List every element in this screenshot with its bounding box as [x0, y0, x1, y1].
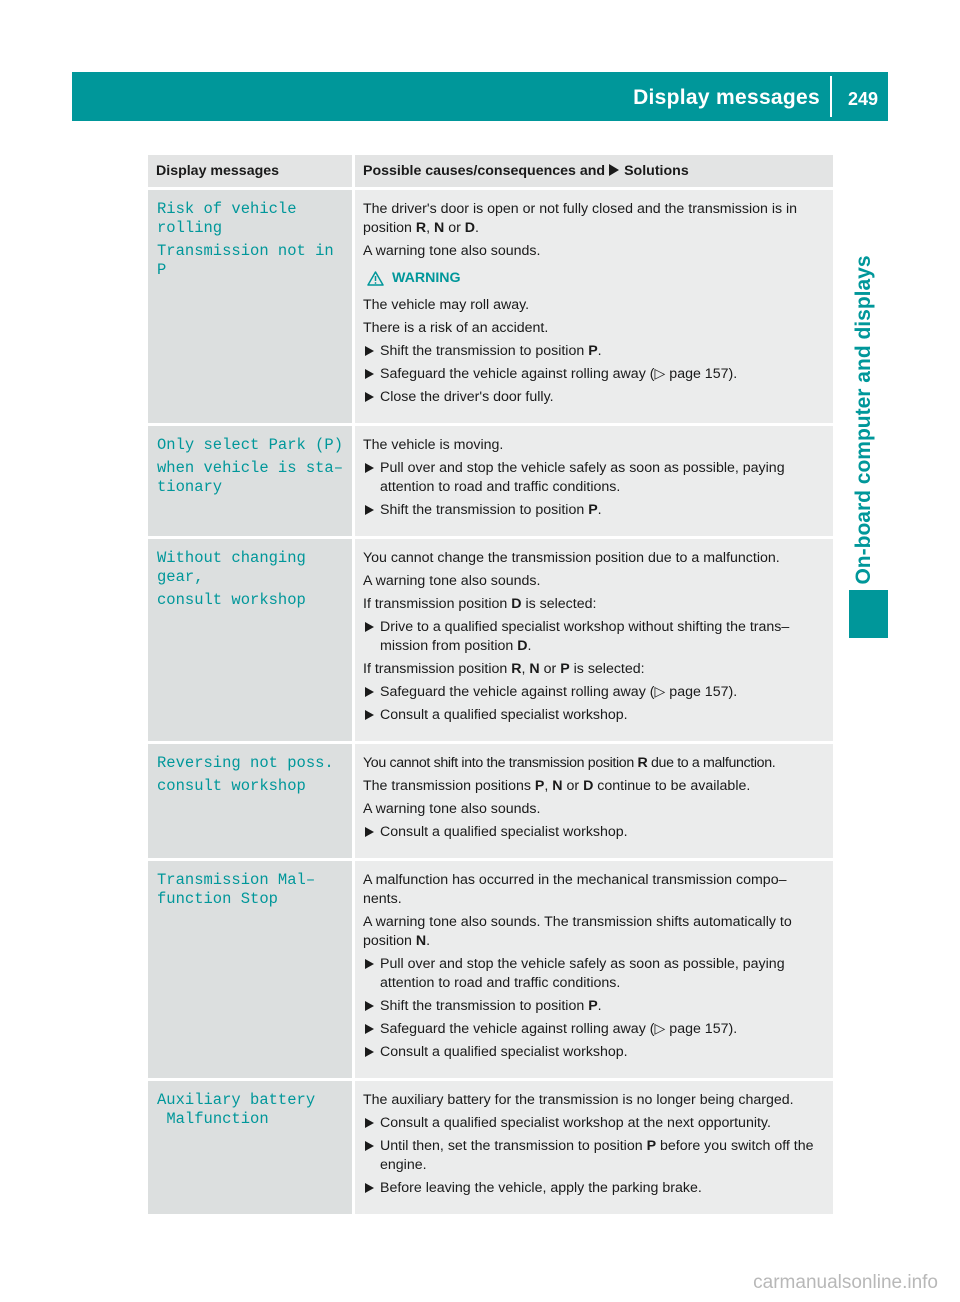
- col1-label: Display messages: [156, 162, 280, 179]
- text: due to a malfunction.: [650, 755, 776, 771]
- cause-text: A warning tone also sounds.: [363, 573, 541, 589]
- solution-step: Safeguard the vehicle against rolling away (▷ page 157).: [363, 365, 827, 384]
- page-number: 249: [847, 89, 878, 109]
- cause-text: A warning tone also sounds.: [363, 243, 541, 259]
- col2-label-a: Possible causes/consequences and: [363, 162, 606, 179]
- display-message-cell: [148, 743, 354, 860]
- solution-step: Consult a qualified specialist workshop.: [363, 823, 827, 842]
- cause-text: [363, 754, 827, 773]
- gear-r: R: [415, 220, 427, 236]
- display-message: Reversing not poss.: [157, 754, 334, 772]
- header-separator: [830, 76, 832, 117]
- text: If transmission position: [363, 596, 508, 612]
- text: Drive to a qualified specialist workshop without shifting the trans– mission from position: [380, 619, 790, 654]
- gear-p: P: [588, 998, 598, 1014]
- solution-step: [363, 997, 827, 1016]
- cause-text: A malfunction has occurred in the mechanical transmission compo– nents.: [363, 872, 787, 907]
- solution-cell: [354, 538, 834, 743]
- gear-d: D: [511, 596, 522, 612]
- gear-p: P: [534, 778, 545, 794]
- text: or: [448, 220, 461, 236]
- gear-p: P: [646, 1138, 657, 1154]
- display-message: Only select Park (P): [157, 436, 344, 454]
- table-row: [148, 189, 833, 425]
- cause-text: [363, 913, 827, 951]
- solution-step: Safeguard the vehicle against rolling away (▷ page 157).: [363, 1020, 827, 1039]
- cause-text: [363, 200, 827, 238]
- solution-cell: [354, 743, 834, 860]
- text: ,: [521, 661, 526, 677]
- table-row: [148, 538, 833, 743]
- text: continue to be available.: [597, 778, 751, 794]
- text: before you switch off the engine.: [380, 1138, 814, 1173]
- text: The driver's door is open or not fully closed and the transmission is in position: [363, 201, 798, 236]
- gear-n: N: [415, 933, 427, 949]
- solution-step: Consult a qualified specialist workshop.: [363, 1043, 827, 1062]
- display-message: Without changing gear,: [157, 549, 306, 586]
- solution-step: [363, 342, 827, 361]
- display-message: consult workshop: [157, 777, 306, 795]
- solution-cell: [354, 1080, 834, 1215]
- watermark: carmanualsonline.info: [753, 1272, 938, 1293]
- text: .: [597, 998, 602, 1014]
- gear-d: D: [583, 778, 594, 794]
- text: Until then, set the transmission to position: [380, 1138, 643, 1154]
- text: .: [426, 933, 431, 949]
- gear-p: P: [588, 502, 598, 518]
- text: .: [597, 343, 602, 359]
- gear-n: N: [434, 220, 445, 236]
- warning-label: WARNING: [392, 270, 461, 286]
- text: .: [597, 502, 602, 518]
- display-message: Transmission not in P: [157, 242, 334, 279]
- display-message: Transmission Mal– function Stop: [157, 871, 316, 908]
- solution-step: Pull over and stop the vehicle safely as soon as possible, paying attention to road and traffic conditions.: [363, 459, 827, 497]
- gear-d: D: [517, 638, 528, 654]
- column-header-messages: [148, 155, 354, 189]
- display-message-cell: [148, 189, 354, 425]
- header-title: Display messages: [633, 86, 820, 109]
- col2-label-b: Solutions: [624, 162, 689, 179]
- text: The transmission positions: [363, 778, 531, 794]
- text: Shift the transmission to position: [380, 998, 585, 1014]
- warning-heading: [367, 269, 827, 288]
- text: is selected:: [573, 661, 645, 677]
- side-tab-marker: [849, 590, 888, 638]
- solution-step: Safeguard the vehicle against rolling away (▷ page 157).: [363, 683, 827, 702]
- gear-r: R: [637, 755, 648, 771]
- text: If transmission position: [363, 661, 508, 677]
- display-message: Auxiliary battery Malfunction: [157, 1091, 316, 1128]
- cause-text: [363, 660, 827, 679]
- text: Shift the transmission to position: [380, 502, 585, 518]
- text: or: [566, 778, 580, 794]
- cause-text: [363, 595, 827, 614]
- gear-p: P: [588, 343, 598, 359]
- solution-step: Consult a qualified specialist workshop at the next opportunity.: [363, 1114, 827, 1133]
- solution-step: Close the driver's door fully.: [363, 388, 827, 407]
- display-message-cell: [148, 860, 354, 1080]
- display-messages-table: [148, 155, 833, 1214]
- display-message: when vehicle is sta– tionary: [157, 459, 344, 496]
- text: ,: [426, 220, 431, 236]
- header-bar: [72, 72, 888, 121]
- solution-step: Before leaving the vehicle, apply the parking brake.: [363, 1179, 827, 1198]
- solution-step: Pull over and stop the vehicle safely as soon as possible, paying attention to road and traffic conditions.: [363, 955, 827, 993]
- solution-cell: [354, 189, 834, 425]
- display-message-cell: [148, 425, 354, 538]
- text: You cannot shift into the transmission position: [363, 755, 634, 771]
- warning-text: The vehicle may roll away.: [363, 297, 530, 313]
- solution-step: Consult a qualified specialist workshop.: [363, 706, 827, 725]
- display-message-cell: [148, 538, 354, 743]
- warning-text: There is a risk of an accident.: [363, 320, 549, 336]
- gear-d: D: [464, 220, 476, 236]
- gear-n: N: [552, 778, 563, 794]
- table-row: [148, 860, 833, 1080]
- text: .: [475, 220, 479, 236]
- cause-text: [363, 777, 827, 796]
- cause-text: You cannot change the transmission position due to a malfunction.: [363, 550, 780, 566]
- text: is selected:: [525, 596, 597, 612]
- arrow-icon: [609, 164, 619, 176]
- table-row: [148, 425, 833, 538]
- text: Shift the transmission to position: [380, 343, 585, 359]
- table-row: [148, 1080, 833, 1215]
- text: A warning tone also sounds. The transmission shifts automatically to position: [363, 914, 792, 949]
- table-header-row: [148, 155, 833, 189]
- solution-step: [363, 1137, 827, 1175]
- side-tab: [845, 225, 883, 615]
- cause-text: The auxiliary battery for the transmission is no longer being charged.: [363, 1092, 794, 1108]
- text: or: [543, 661, 557, 677]
- side-tab-label: On-board computer and displays: [852, 255, 875, 585]
- solution-cell: [354, 425, 834, 538]
- solution-cell: [354, 860, 834, 1080]
- solution-step: [363, 501, 827, 520]
- display-message-cell: [148, 1080, 354, 1215]
- warning-triangle-icon: [367, 271, 384, 286]
- text: ,: [544, 778, 549, 794]
- gear-n: N: [529, 661, 540, 677]
- column-header-solutions: [354, 155, 834, 189]
- display-message: consult workshop: [157, 591, 306, 609]
- gear-p: P: [560, 661, 570, 677]
- gear-r: R: [511, 661, 522, 677]
- solution-step: [363, 618, 827, 656]
- cause-text: The vehicle is moving.: [363, 437, 504, 453]
- text: .: [527, 638, 532, 654]
- display-message: Risk of vehicle rolling: [157, 200, 297, 237]
- table-row: [148, 743, 833, 860]
- cause-text: A warning tone also sounds.: [363, 801, 541, 817]
